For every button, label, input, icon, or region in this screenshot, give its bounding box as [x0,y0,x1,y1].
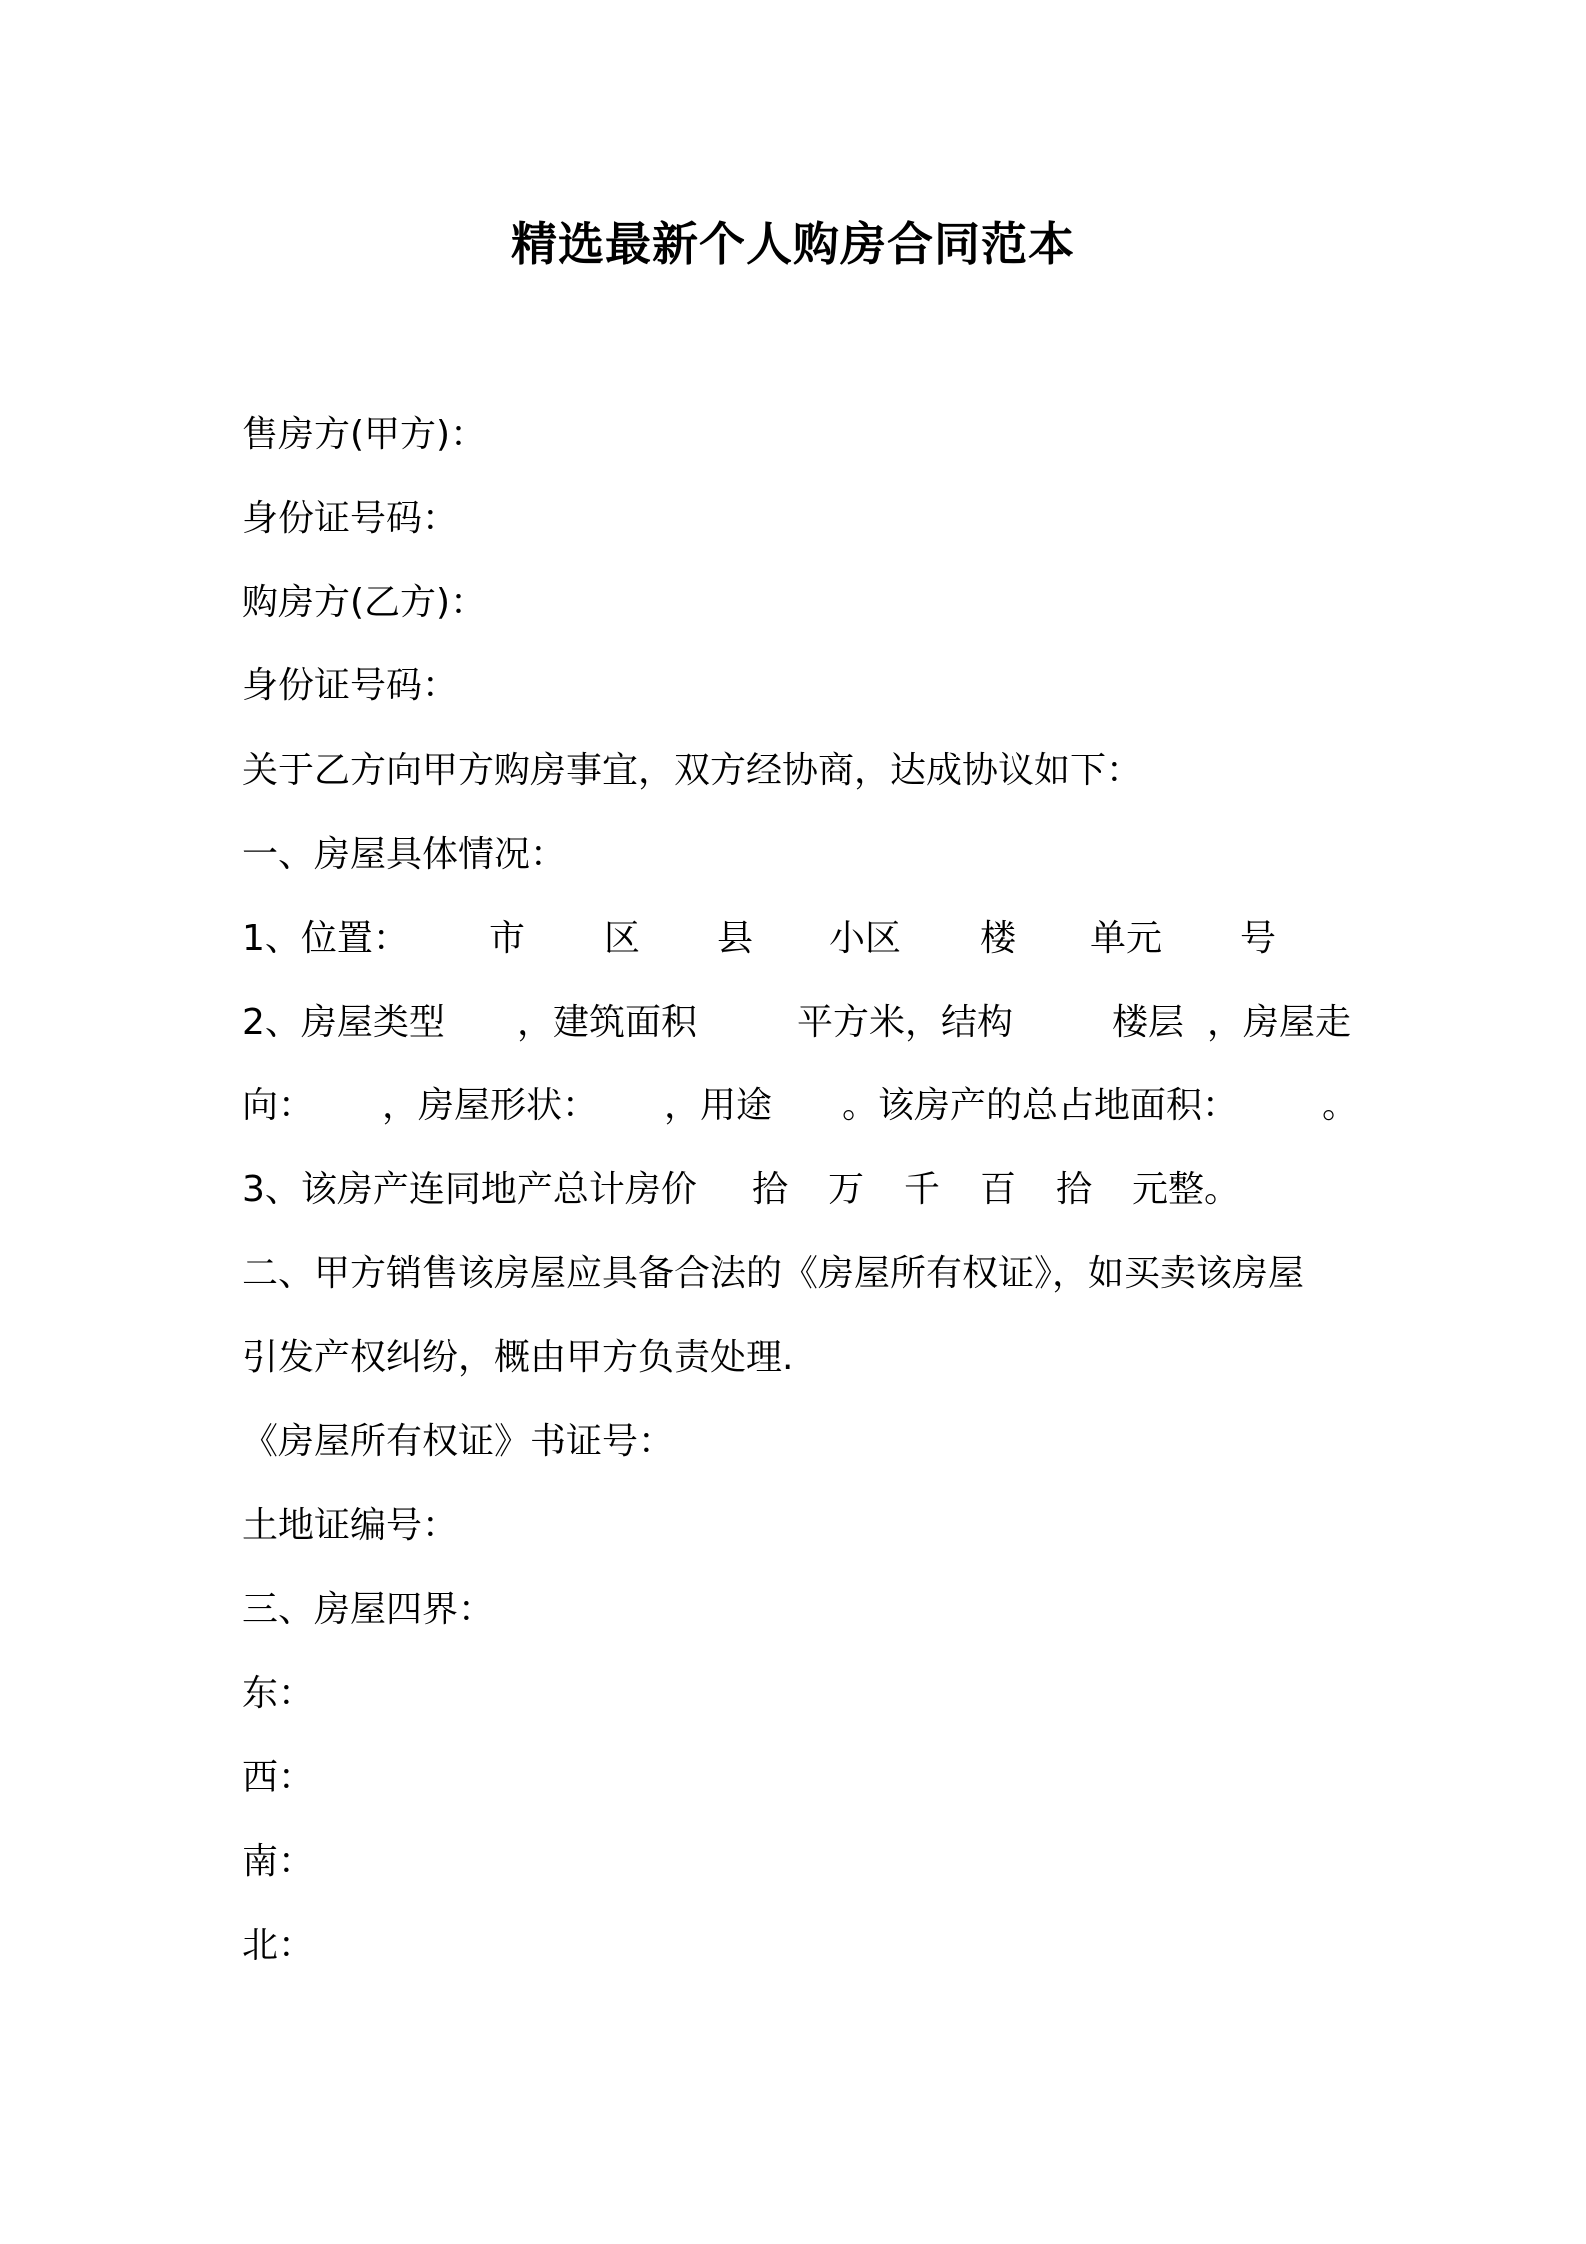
item2-orientation: ，房屋走 [1207,1002,1352,1043]
item1-building: 楼 [980,918,1017,959]
item3-wan: 万 [828,1169,865,1210]
item2-sqm: 平方米，结构 [797,1002,1014,1043]
buyer-label: 购房方(乙方)： [242,582,487,623]
item1-prefix: 1、位置： [242,918,409,959]
boundary-east: 东： [242,1673,315,1714]
section2-line2: 引发产权纠纷，概由甲方负责处理. [242,1337,794,1378]
item2-end: 。 [1322,1085,1359,1126]
document-title: 精选最新个人购房合同范本 [511,217,1075,271]
item3-qian: 千 [904,1169,941,1210]
item1-district: 区 [604,918,641,959]
item1-county: 县 [717,918,754,959]
section2-line1: 二、甲方销售该房屋应具备合法的《房屋所有权证》，如买卖该房屋 [242,1253,1305,1294]
seller-label: 售房方(甲方)： [242,414,487,455]
item1-location-line [242,914,1362,964]
item2-type: 2、房屋类型 [242,1002,445,1043]
boundary-west: 西： [242,1757,315,1798]
section1-heading: 一、房屋具体情况： [242,834,567,875]
certificate-label: 《房屋所有权证》书证号： [242,1421,675,1462]
intro-paragraph: 关于乙方向甲方购房事宜，双方经协商，达成协议如下： [242,750,1143,791]
item2-usage: ，用途 [664,1085,773,1126]
item2-orientation-cont: 向： [242,1085,315,1126]
buyer-id-label: 身份证号码： [242,665,459,706]
boundary-north: 北： [242,1925,315,1966]
item1-number: 号 [1240,918,1277,959]
item2-line1 [242,998,1362,1048]
item2-land-area: 。该房产的总占地面积： [842,1085,1239,1126]
item2-line2 [242,1081,1362,1131]
item3-prefix: 3、该房产连同地产总计房价 [242,1169,697,1210]
boundary-south: 南： [242,1841,315,1882]
item3-shi: 拾 [1056,1169,1093,1210]
item3-bai: 百 [980,1169,1017,1210]
section3-heading: 三、房屋四界： [242,1589,495,1630]
item1-city: 市 [489,918,526,959]
item2-area: ，建筑面积 [517,1002,698,1043]
item2-floor: 楼层 [1112,1002,1185,1043]
item3-shi-wan: 拾 [752,1169,789,1210]
item3-price-line [242,1165,1362,1215]
land-cert-label: 土地证编号： [242,1505,459,1546]
item1-community: 小区 [829,918,902,959]
item1-unit: 单元 [1090,918,1163,959]
item2-shape: ，房屋形状： [382,1085,599,1126]
seller-id-label: 身份证号码： [242,498,459,539]
item3-yuan: 元整。 [1132,1169,1241,1210]
